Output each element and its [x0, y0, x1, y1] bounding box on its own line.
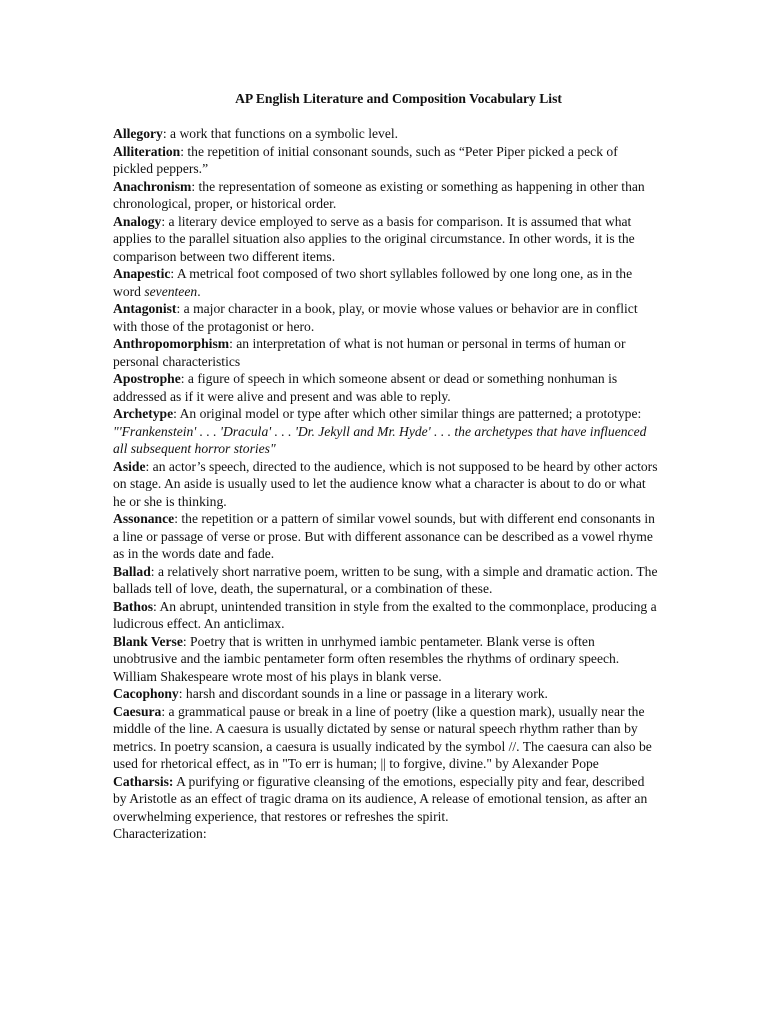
term-separator: :: [161, 213, 166, 229]
definition-anapestic-end: .: [197, 283, 201, 299]
term-anthropomorphism: Anthropomorphism: [113, 336, 230, 351]
document-page: [113, 90, 658, 843]
vocabulary-list: [113, 125, 658, 843]
term-catharsis: Catharsis:: [113, 773, 174, 789]
term-separator: :: [170, 266, 175, 281]
definition-analogy: a literary device employed to serve as a basis for comparison. It is assumed that what applies to the parallel situation also applies to the original circumstance. In other words, it is the comparison between two different items.: [113, 213, 635, 264]
term-allegory: Allegory: [113, 126, 163, 141]
definition-example-word: seventeen: [144, 283, 198, 299]
term-separator: :: [180, 371, 185, 386]
term-anachronism: Anachronism: [113, 178, 192, 194]
vocab-entry-archetype: [113, 405, 658, 458]
term-anapestic: Anapestic: [113, 266, 171, 281]
vocab-entry-anachronism: [113, 178, 658, 213]
term-antagonist: Antagonist: [113, 301, 177, 316]
term-separator: :: [162, 126, 167, 141]
vocab-entry-antagonist: [113, 300, 658, 335]
term-separator: :: [191, 178, 196, 194]
term-analogy: Analogy: [113, 213, 162, 229]
definition-alliteration: the repetition of initial consonant sounds, such as “Peter Piper picked a peck of pickled peppers.”: [113, 143, 618, 176]
term-aside: Aside: [113, 458, 146, 474]
vocab-entry-caesura: [113, 703, 658, 773]
definition-blank-verse: Poetry that is written in unrhymed iambic pentameter. Blank verse is often unobtrusive and the iambic pentameter form often resembles the rhythms of ordinary speech. William Shakespeare wrote most of his plays in blank verse.: [113, 633, 620, 684]
document-title: AP English Literature and Composition Vocabulary List: [235, 91, 562, 106]
term-separator: :: [174, 511, 178, 526]
definition-cacophony: harsh and discordant sounds in a line or passage in a literary work.: [182, 686, 548, 701]
definition-apostrophe: a figure of speech in which someone absent or dead or something nonhuman is addressed as if it were alive and present and was able to reply.: [113, 371, 618, 404]
term-separator: :: [153, 598, 157, 614]
term-separator: :: [145, 458, 150, 474]
term-separator: :: [176, 301, 181, 316]
definition-ballad: a relatively short narrative poem, written to be sung, with a simple and dramatic action. The ballads tell of love, death, the supernatural, or a combination of these.: [113, 563, 658, 596]
definition-characterization: Characterization:: [113, 826, 207, 841]
term-separator: :: [182, 633, 187, 649]
term-separator: :: [178, 686, 183, 701]
vocab-entry-aside: [113, 458, 658, 511]
term-separator: :: [150, 563, 155, 579]
term-separator: :: [229, 336, 233, 351]
term-blank-verse: Blank Verse: [113, 633, 183, 649]
definition-catharsis: A purifying or figurative cleansing of the emotions, especially pity and fear, described by Aristotle as an effect of tragic drama on its audience, A release of emotional tension, as after an overwhelming experience, that restores or refreshes the spirit.: [113, 773, 648, 824]
term-separator: :: [173, 406, 177, 421]
definition-archetype-quote: "'Frankenstein' . . . 'Dracula' . . . 'Dr. Jekyll and Mr. Hyde' . . . the archetypes that have influenced all subsequent horror stories": [113, 423, 647, 456]
term-separator: :: [180, 143, 184, 159]
definition-anthropomorphism: an interpretation of what is not human or personal in terms of human or personal characteristics: [113, 336, 626, 369]
term-caesura: Caesura: [113, 703, 162, 719]
definition-anachronism: the representation of someone as existing or something as happening in other than chronological, proper, or historical order.: [113, 178, 645, 211]
term-separator: :: [161, 703, 166, 719]
definition-aside: an actor’s speech, directed to the audience, which is not supposed to be heard by other actors on stage. An aside is usually used to let the audience know what a character is about to do or what he or she is thinking.: [113, 458, 658, 509]
definition-assonance: the repetition or a pattern of similar vowel sounds, but with different end consonants in a line or passage of verse or prose. But with different assonance can be described as a vowel rhyme as in the words date and fade.: [113, 511, 655, 561]
definition-bathos: An abrupt, unintended transition in style from the exalted to the commonplace, producing a ludicrous effect. An anticlimax.: [113, 598, 657, 631]
vocab-entry-catharsis: [113, 773, 658, 826]
term-alliteration: Alliteration: [113, 143, 181, 159]
vocab-entry-anapestic: [113, 265, 658, 300]
vocab-entry-cacophony: [113, 685, 658, 703]
definition-allegory: a work that functions on a symbolic level.: [166, 126, 399, 141]
definition-anapestic: A metrical foot composed of two short syllables followed by one long one, as in the word: [113, 266, 633, 299]
term-bathos: Bathos: [113, 598, 154, 614]
definition-caesura: a grammatical pause or break in a line of poetry (like a question mark), usually near the middle of the line. A caesura is usually dictated by sense or natural speech rhythm rather than by metrics. In poetry scansion, a caesura is usually indicated by the symbol //. The caesura can also be used for rhetorical effect, as in "To err is human; || to forgive, divine." by Alexander Pope: [113, 703, 652, 771]
definition-archetype: An original model or type after which other similar things are patterned; a prototype:: [176, 406, 642, 421]
vocab-entry-bathos: [113, 598, 658, 633]
term-cacophony: Cacophony: [113, 686, 179, 701]
term-apostrophe: Apostrophe: [113, 371, 181, 386]
vocab-entry-ballad: [113, 563, 658, 598]
term-ballad: Ballad: [113, 563, 151, 579]
vocab-entry-analogy: [113, 213, 658, 266]
vocab-entry-allegory: [113, 125, 658, 143]
vocab-entry-assonance: [113, 510, 658, 563]
vocab-entry-alliteration: [113, 143, 658, 178]
term-assonance: Assonance: [113, 511, 175, 526]
vocab-entry-characterization: [113, 825, 658, 843]
term-archetype: Archetype: [113, 406, 174, 421]
vocab-entry-anthropomorphism: [113, 335, 658, 370]
definition-antagonist: a major character in a book, play, or movie whose values or behavior are in conflict with those of the protagonist or hero.: [113, 301, 638, 334]
vocab-entry-blank-verse: [113, 633, 658, 686]
vocab-entry-apostrophe: [113, 370, 658, 405]
